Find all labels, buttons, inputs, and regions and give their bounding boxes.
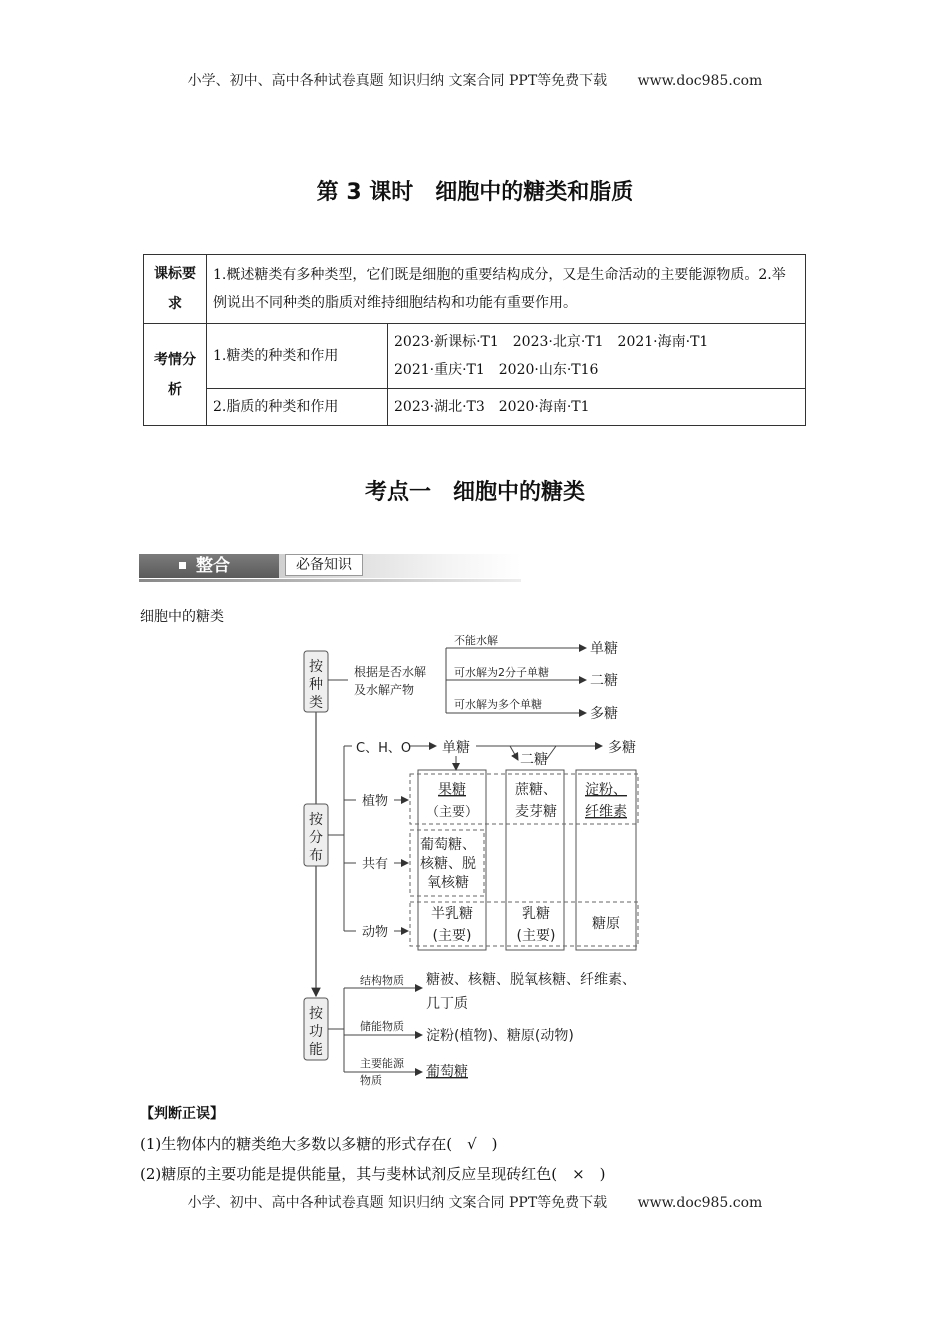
di-label: 二糖 [590,673,618,689]
topic-1-refs-line-2: 2021·重庆·T1 2020·山东·T16 [394,362,599,378]
mono-label: 单糖 [590,641,618,657]
square-icon [179,562,186,569]
type-box-char-1: 按 [309,659,323,675]
common-line-3: 氧核糖 [427,875,469,891]
func-box-char-3: 能 [309,1042,323,1058]
sucrose-line-1: 蔗糖、 [515,782,557,798]
starch-line-2: 纤维素 [585,804,627,820]
banner-main-label: 整合 [196,556,230,576]
page-title: 第 3 课时 细胞中的糖类和脂质 [316,180,634,205]
fructose-line-2: （主要） [425,805,479,820]
animal-label: 动物 [362,925,389,940]
sugar-classification-diagram [290,628,660,1094]
requirement-head: 课标要求 [144,255,207,324]
section-banner [139,552,521,582]
fructose-line-1: 果糖 [438,782,466,798]
func-1-label: 结构物质 [360,974,404,987]
footer-site[interactable]: www.doc985.com [637,1195,763,1211]
judge-item-1: (1)生物体内的糖类绝大多数以多糖的形式存在( √ ) [140,1135,498,1153]
page-footer [0,1192,950,1212]
banner-tag: 必备知识 [285,554,363,576]
flow-di: 二糖 [520,752,548,768]
func-3-content: 葡萄糖 [426,1064,468,1080]
topic-1: 1.糖类的种类和作用 [207,324,388,389]
branch-3-label: 可水解为多个单糖 [454,698,542,711]
branch-2-label: 可水解为2分子单糖 [454,666,549,679]
type-box-char-2: 种 [309,677,323,693]
topic-2-refs: 2023·湖北·T3 2020·海南·T1 [388,389,806,426]
lactose-line-2: (主要) [516,928,556,944]
type-box-char-3: 类 [309,695,323,711]
starch-line-1: 淀粉、 [585,782,627,798]
flow-branch-di-1 [510,746,518,760]
diagram-subtitle: 细胞中的糖类 [140,609,224,625]
lactose-line-1: 乳糖 [522,906,550,922]
galactose-line-1: 半乳糖 [431,906,473,922]
topic-2: 2.脂质的种类和作用 [207,389,388,426]
sucrose-line-2: 麦芽糖 [515,804,557,820]
func-3-label-1: 主要能源 [360,1057,404,1070]
glycogen-label: 糖原 [592,916,620,932]
analysis-head: 考情分析 [144,324,207,426]
dist-box-char-3: 布 [309,848,323,864]
judge-title: 【判断正误】 [140,1106,224,1122]
branch-1-label: 不能水解 [454,634,498,647]
banner-underline [139,579,521,582]
func-box-char-2: 功 [309,1024,323,1040]
header-text: 小学、初中、高中各种试卷真题 知识归纳 文案合同 PPT等免费下载 [187,73,608,89]
galactose-line-2: (主要) [432,928,472,944]
dist-box-char-2: 分 [309,830,323,846]
func-1-content-1: 糖被、核糖、脱氧核糖、纤维素、 [426,972,636,988]
flow-poly: 多糖 [608,740,636,756]
poly-label: 多糖 [590,706,618,722]
common-line-1: 葡萄糖、 [420,837,476,853]
section-title: 考点一 细胞中的糖类 [364,480,585,505]
flow-mono: 单糖 [442,740,470,756]
dist-box-char-1: 按 [309,812,323,828]
topic-1-refs [388,324,806,389]
common-label: 共有 [362,857,389,872]
criterion-1: 根据是否水解 [354,665,427,679]
banner-main [139,554,279,578]
page-header [0,70,950,90]
func-3-label-2: 物质 [360,1074,382,1087]
topic-1-refs-line-1: 2023·新课标·T1 2023·北京·T1 2021·海南·T1 [394,334,709,350]
common-line-2: 核糖、脱 [420,856,476,872]
requirement-text: 1.概述糖类有多种类型，它们既是细胞的重要结构成分，又是生命活动的主要能源物质。2.举例说出不同种类的脂质对维持细胞结构和功能有重要作用。 [207,255,806,324]
func-2-label: 储能物质 [360,1020,404,1033]
judge-item-2: (2)糖原的主要功能是提供能量，其与斐林试剂反应呈现砖红色( × ) [140,1165,606,1183]
func-1-content-2: 几丁质 [426,996,468,1012]
func-box-char-1: 按 [309,1006,323,1022]
plant-label: 植物 [362,794,389,809]
criterion-2: 及水解产物 [354,683,415,697]
func-2-content: 淀粉(植物)、糖原(动物) [426,1028,574,1044]
cho-label: C、H、O [356,741,412,756]
footer-text: 小学、初中、高中各种试卷真题 知识归纳 文案合同 PPT等免费下载 [187,1195,608,1211]
curriculum-table [143,254,806,426]
header-site[interactable]: www.doc985.com [637,73,763,89]
